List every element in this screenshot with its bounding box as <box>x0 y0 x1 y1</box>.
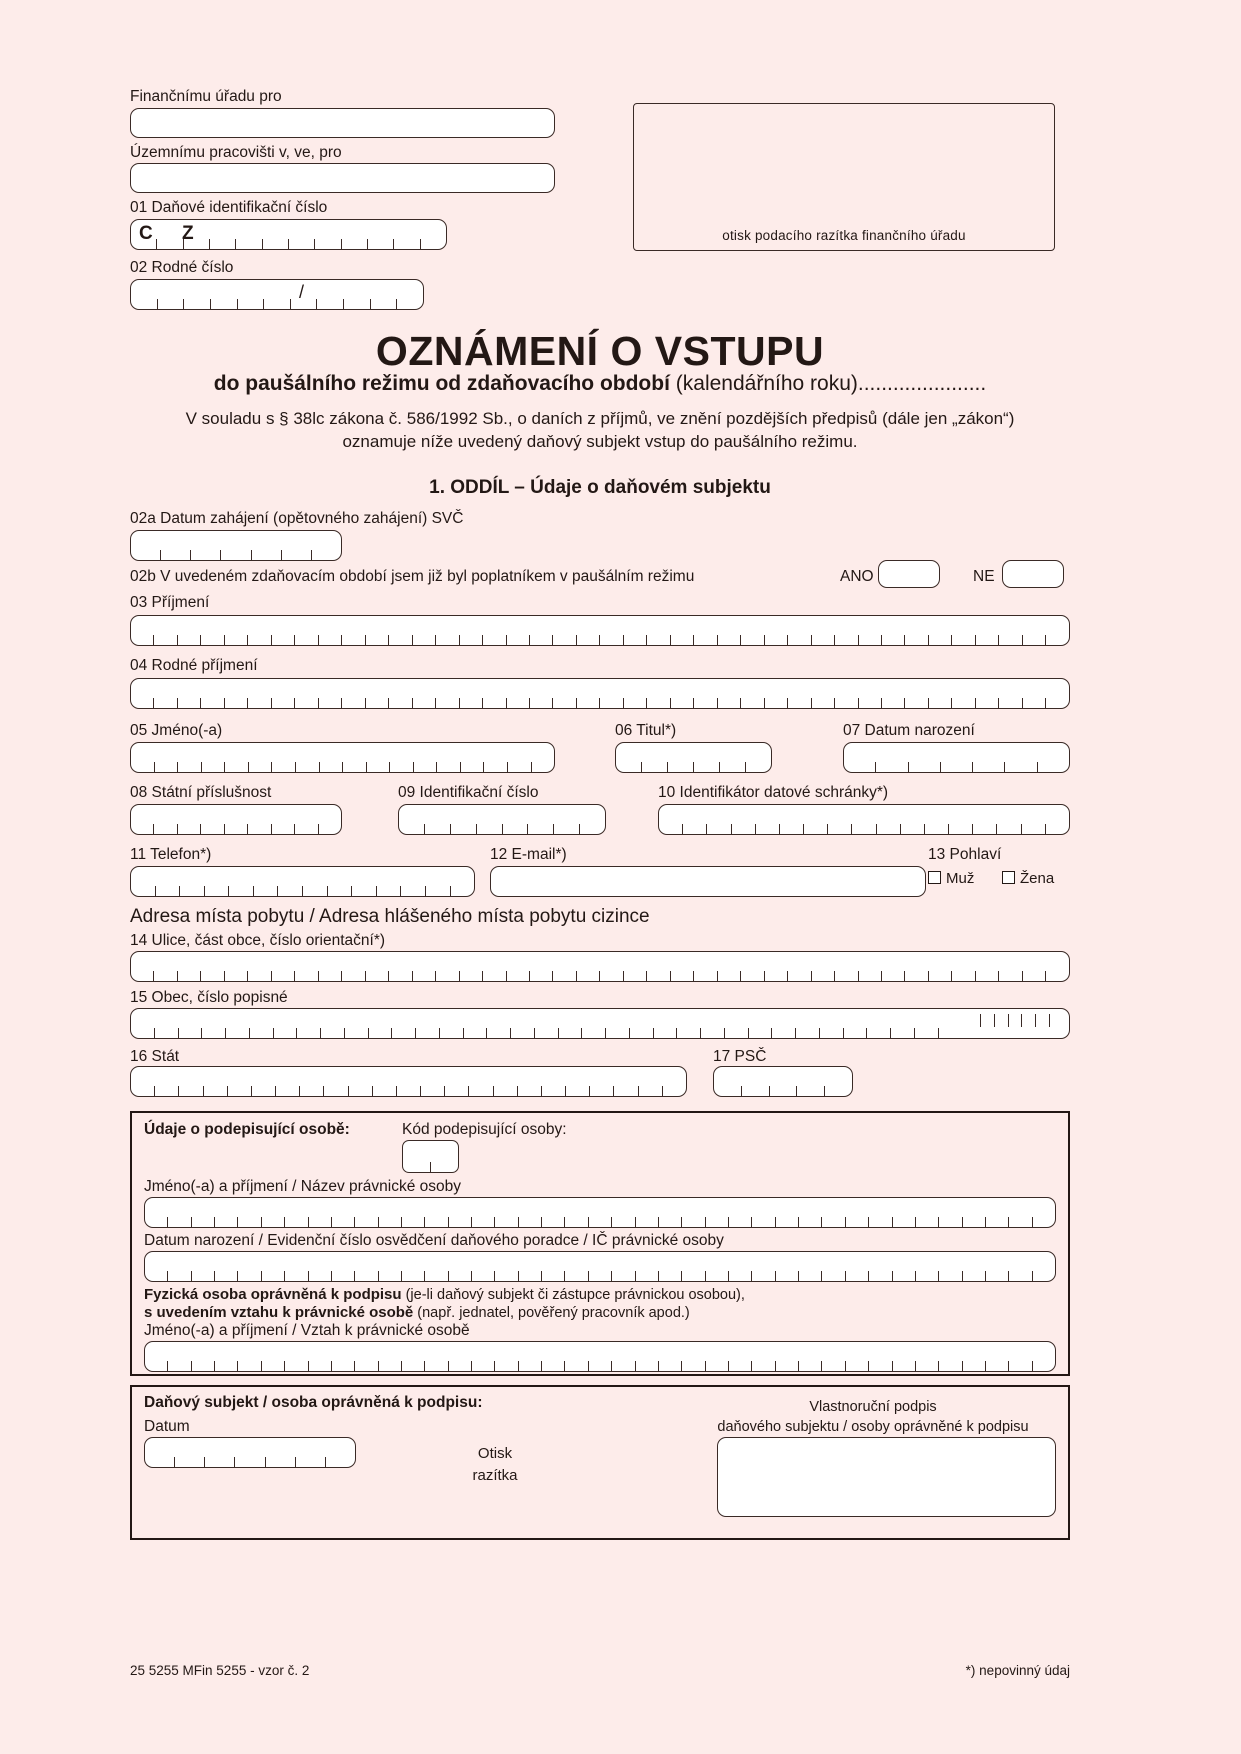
birth-number-input[interactable] <box>130 279 424 310</box>
field-09-ticks <box>399 824 605 834</box>
signatory-relation-ticks <box>145 1361 1055 1371</box>
birth-number-ticks <box>131 299 423 309</box>
birth-number-label: 02 Rodné číslo <box>130 259 234 276</box>
field-04-ticks <box>131 698 1069 708</box>
field-05-ticks <box>131 762 554 772</box>
stamp-impression-line-2: razítka <box>472 1466 518 1484</box>
natural-person-bold-1: Fyzická osoba oprávněná k podpisu <box>144 1286 402 1303</box>
field-13-male-option[interactable] <box>928 870 974 887</box>
intro-line-2: oznamuje níže uvedený daňový subjekt vstup do paušálního režimu. <box>342 431 858 451</box>
field-02b-no-label: NE <box>973 568 995 585</box>
field-07-label: 07 Datum narození <box>843 722 975 739</box>
signature-caption-line-1: Vlastnoruční podpis <box>809 1399 937 1415</box>
signatory-name-label: Jméno(-a) a příjmení / Název právnické osoby <box>144 1178 462 1195</box>
field-10-label: 10 Identifikátor datové schránky*) <box>658 784 889 801</box>
handwritten-signature-input[interactable] <box>717 1437 1056 1517</box>
signatory-relation-label: Jméno(-a) a příjmení / Vztah k právnické osobě <box>144 1322 470 1339</box>
field-02b-label: 02b V uvedeném zdaňovacím období jsem již byl poplatníkem v paušálním režimu <box>130 568 695 585</box>
signatory-birth-input[interactable] <box>144 1251 1056 1282</box>
field-02a-input[interactable] <box>130 530 342 561</box>
territorial-office-label: Územnímu pracovišti v, ve, pro <box>130 144 342 161</box>
field-07-input[interactable] <box>843 742 1070 773</box>
signatory-code-ticks <box>403 1162 458 1172</box>
field-17-label: 17 PSČ <box>713 1048 767 1065</box>
signatory-birth-label: Datum narození / Evidenční číslo osvědčení daňového poradce / IČ právnické osoby <box>144 1232 724 1249</box>
signature-date-ticks <box>145 1457 355 1467</box>
intro-text <box>130 408 1070 454</box>
fin-office-input[interactable] <box>130 108 555 138</box>
signatory-name-input[interactable] <box>144 1197 1056 1228</box>
natural-person-bold-2: s uvedením vztahu k právnické osobě <box>144 1304 414 1321</box>
field-10-ticks <box>659 824 1069 834</box>
birth-number-separator: / <box>299 282 305 302</box>
natural-person-line-1 <box>144 1286 745 1303</box>
stamp-impression-line-1: Otisk <box>477 1445 513 1462</box>
field-14-input[interactable] <box>130 951 1070 982</box>
dic-label: 01 Daňové identifikační číslo <box>130 199 328 216</box>
field-02a-label: 02a Datum zahájení (opětovného zahájení) SVČ <box>130 510 464 527</box>
field-08-input[interactable] <box>130 804 342 835</box>
field-14-label: 14 Ulice, část obce, číslo orientační*) <box>130 932 386 949</box>
field-13-label: 13 Pohlaví <box>928 846 1002 863</box>
field-02b-yes-label: ANO <box>840 568 874 585</box>
field-08-label: 08 Státní příslušnost <box>130 784 272 801</box>
field-06-label: 06 Titul*) <box>615 722 677 739</box>
field-09-input[interactable] <box>398 804 606 835</box>
field-07-ticks <box>844 762 1069 772</box>
footer-optional-note: *) nepovinný údaj <box>965 1663 1070 1678</box>
signature-heading: Daňový subjekt / osoba oprávněná k podpisu: <box>144 1394 483 1411</box>
field-11-ticks <box>131 886 474 896</box>
field-17-input[interactable] <box>713 1066 853 1097</box>
signatory-relation-input[interactable] <box>144 1341 1056 1372</box>
form-sheet <box>130 0 1070 1754</box>
field-08-ticks <box>131 824 341 834</box>
signatory-name-ticks <box>145 1217 1055 1227</box>
field-03-input[interactable] <box>130 615 1070 646</box>
field-09-label: 09 Identifikační číslo <box>398 784 539 801</box>
field-11-input[interactable] <box>130 866 475 897</box>
field-14-ticks <box>131 971 1069 981</box>
intro-line-1: V souladu s § 38lc zákona č. 586/1992 Sb., o daních z příjmů, ve znění pozdějších předpisů (dále jen „zákon“) <box>185 409 1015 428</box>
natural-person-rest-1: (je-li daňový subjekt či zástupce právnickou osobou), <box>401 1287 745 1303</box>
dic-input[interactable] <box>130 219 447 250</box>
field-02a-ticks <box>131 550 341 560</box>
field-15-label: 15 Obec, číslo popisné <box>130 989 288 1006</box>
territorial-office-input[interactable] <box>130 163 555 193</box>
signature-date-input[interactable] <box>144 1437 356 1468</box>
field-06-ticks <box>616 762 771 772</box>
field-16-ticks <box>131 1086 686 1096</box>
signature-caption-line-2: daňového subjektu / osoby oprávněné k podpisu <box>717 1418 1029 1435</box>
natural-person-rest-2: (např. jednatel, pověřený pracovník apod.) <box>413 1305 690 1321</box>
field-13-female-label: Žena <box>1020 870 1055 887</box>
handwritten-signature-caption <box>690 1398 1056 1437</box>
field-02b-no-input[interactable] <box>1002 560 1064 588</box>
address-section-heading: Adresa místa pobytu / Adresa hlášeného místa pobytu cizince <box>130 906 650 927</box>
field-12-input[interactable] <box>490 866 926 897</box>
field-11-label: 11 Telefon*) <box>130 846 212 863</box>
page-subtitle-rest: (kalendářního roku)...................... <box>669 372 987 395</box>
page-subtitle-bold: do paušálního režimu od zdaňovacího období <box>213 372 670 395</box>
signature-date-label: Datum <box>144 1418 190 1435</box>
signatory-heading: Údaje o podepisující osobě: <box>144 1121 350 1138</box>
field-05-label: 05 Jméno(-a) <box>130 722 223 739</box>
field-12-label: 12 E-mail*) <box>490 846 567 863</box>
field-04-input[interactable] <box>130 678 1070 709</box>
field-03-label: 03 Příjmení <box>130 594 210 611</box>
fin-office-label: Finančnímu úřadu pro <box>130 88 282 105</box>
field-03-ticks <box>131 635 1069 645</box>
office-stamp-caption: otisk podacího razítka finančního úřadu <box>722 228 966 243</box>
signatory-code-label: Kód podepisující osoby: <box>402 1121 567 1138</box>
field-13-female-option[interactable] <box>1002 870 1054 887</box>
footer-form-code: 25 5255 MFin 5255 - vzor č. 2 <box>130 1663 310 1678</box>
section-heading: 1. ODDÍL – Údaje o daňovém subjektu <box>429 477 771 498</box>
field-05-input[interactable] <box>130 742 555 773</box>
field-02b-yes-input[interactable] <box>878 560 940 588</box>
female-checkbox[interactable] <box>1002 871 1015 884</box>
male-checkbox[interactable] <box>928 871 941 884</box>
page-title: OZNÁMENÍ O VSTUPU <box>375 328 825 374</box>
field-13-male-label: Muž <box>946 870 975 887</box>
field-16-input[interactable] <box>130 1066 687 1097</box>
natural-person-line-2 <box>144 1304 690 1321</box>
field-15-input[interactable] <box>130 1008 1070 1039</box>
dic-prefix: C Z <box>139 223 206 244</box>
field-04-label: 04 Rodné příjmení <box>130 657 258 674</box>
field-15-house-number-ticks <box>967 1014 1063 1027</box>
field-15-ticks <box>131 1028 961 1038</box>
field-16-label: 16 Stát <box>130 1048 180 1065</box>
signatory-code-input[interactable] <box>402 1140 459 1173</box>
stamp-impression-text <box>420 1443 570 1487</box>
field-06-input[interactable] <box>615 742 772 773</box>
page-subtitle <box>130 372 1070 396</box>
field-10-input[interactable] <box>658 804 1070 835</box>
signatory-birth-ticks <box>145 1271 1055 1281</box>
field-17-ticks <box>714 1086 852 1096</box>
